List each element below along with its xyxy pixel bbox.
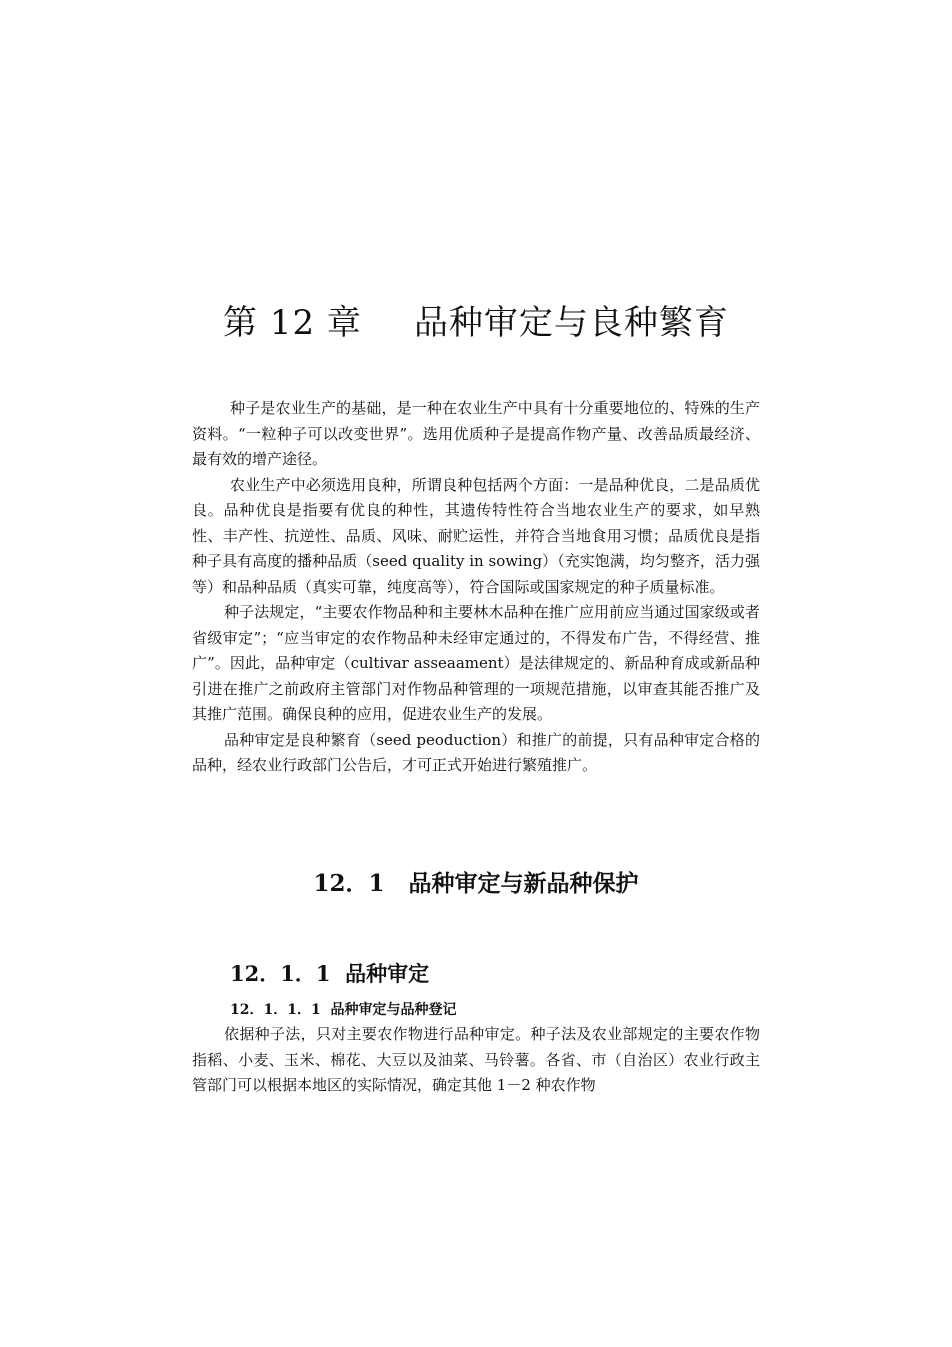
subsubsection-heading	[230, 997, 456, 1023]
chapter-number: 第 12 章	[223, 303, 362, 343]
section-number: 12．1	[313, 870, 385, 897]
intro-paragraph-2: 农业生产中必须选用良种，所谓良种包括两个方面：一是品种优良，二是品质优良。品种优良是指要有优良的种性，其遗传特性符合当地农业生产的要求，如早熟性、丰产性、抗逆性、品质、风味、耐贮运性，并符合当地食用习惯；品质优良是指种子具有高度的播种品质（seed quality in sowing）（充实饱满，均匀整齐，活力强等）和品种品质（真实可靠，纯度高等），符合国际或国家规定的种子质量标准。	[192, 475, 760, 596]
subsubsection-number: 12．1．1．1	[230, 1002, 321, 1018]
intro-paragraph-4: 品种审定是良种繁育（seed peoduction）和推广的前提，只有品种审定合格的品种，经农业行政部门公告后，才可正式开始进行繁殖推广。	[192, 730, 760, 774]
section-heading	[0, 866, 952, 902]
section-title: 品种审定与新品种保护	[408, 870, 639, 897]
subsection-title: 品种审定	[345, 961, 430, 986]
intro-paragraph-1: 种子是农业生产的基础，是一种在农业生产中具有十分重要地位的、特殊的生产资料。“一粒种子可以改变世界”。选用优质种子是提高作物产量、改善品质最经济、最有效的增产途径。	[192, 399, 760, 468]
subsection-number: 12．1．1	[230, 961, 331, 986]
subsection-heading	[230, 957, 429, 991]
intro-text	[192, 396, 760, 779]
chapter-heading	[0, 298, 952, 348]
body-text	[192, 1022, 760, 1099]
subsubsection-title: 品种审定与品种登记	[330, 1002, 457, 1018]
chapter-title: 品种审定与良种繁育	[413, 303, 729, 343]
intro-paragraph-3: 种子法规定，“主要农作物品种和主要林木品种在推广应用前应当通过国家级或者省级审定”；“应当审定的农作物品种未经审定通过的，不得发布广告，不得经营、推广”。因此，品种审定（cultivar asseaament）是法律规定的、新品种育成或新品种引进在推广之前政府主管部门对作物品种管理的一项规范措施，以审查其能否推广及其推广范围。确保良种的应用，促进农业生产的发展。	[192, 603, 760, 723]
body-paragraph-1: 依据种子法，只对主要农作物进行品种审定。种子法及农业部规定的主要农作物指稻、小麦、玉米、棉花、大豆以及油菜、马铃薯。各省、市（自治区）农业行政主管部门可以根据本地区的实际情况，确定其他 1－2 种农作物	[192, 1025, 760, 1094]
